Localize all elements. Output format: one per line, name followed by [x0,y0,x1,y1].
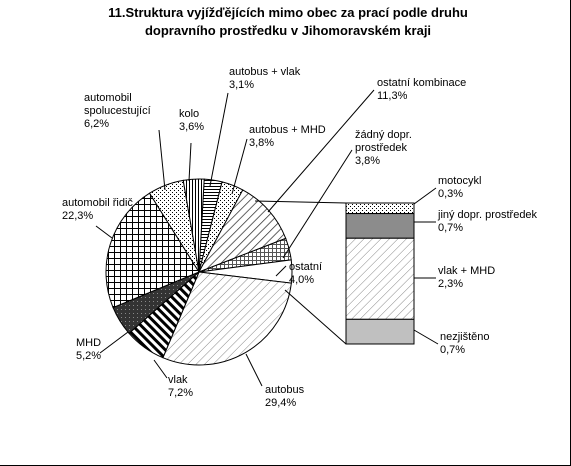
chart-title-line-2: dopravního prostředku v Jihomoravském kraji [144,23,432,38]
leader-line-mhd [100,332,128,353]
chart-title-line-1: 11.Struktura vyjížďějících mimo obec za prací podle druhu [108,5,468,20]
bar-leader-line-nezjisteno [414,330,438,344]
slice-label-kolo: kolo 3,6% [179,108,205,133]
bar-label-motocykl: motocykl 0,3% [438,175,482,200]
bar-segment-nezjisteno [346,319,414,344]
bar-segment-vlak-mhd [346,238,414,319]
leader-line-zadny-dopr [283,150,352,258]
slice-label-autobus: autobus 29,4% [265,384,305,409]
bar-label-nezjisteno: nezjištěno 0,7% [440,331,490,356]
bar-segment-jiny-dopr-prostredek [346,214,414,239]
connector-top [255,201,346,203]
slice-label-vlak: vlak 7,2% [168,374,194,399]
bar-label-jiny-dopr-prostredek: jiný dopr. prostředek 0,7% [438,209,538,234]
leader-line-vlak [154,360,167,378]
slice-label-autobus-mhd: autobus + MHD 3,8% [249,124,326,149]
leader-line-automobil-ridic [96,226,112,238]
connector-bottom [285,290,346,344]
slice-label-automobil-ridic: automobil řidič 22,3% [62,197,133,222]
slice-label-autobus-vlak: autobus + vlak 3,1% [229,66,301,91]
slice-label-mhd: MHD 5,2% [76,337,102,362]
pie-chart [106,179,292,365]
slice-label-automobil: automobil spolucestující 6,2% [84,92,151,130]
leader-line-autobus-mhd [232,139,247,194]
slice-label-zadny-dopr: žádný dopr. prostředek 3,8% [355,129,412,167]
bar-segment-motocykl [346,203,414,214]
leader-line-autobus [246,354,262,386]
slice-label-ostatni-kombinace: ostatní kombinace 11,3% [377,77,467,102]
stacked-bar-chart [346,175,538,356]
leader-line-automobil [159,130,165,190]
bar-label-vlak-mhd: vlak + MHD 2,3% [438,265,496,290]
bar-leader-line-motocykl [414,188,436,204]
leader-line-kolo [189,143,191,181]
leader-line-autobus-vlak [210,93,228,186]
slice-label-ostatni: ostatní 4,0% [289,261,323,286]
